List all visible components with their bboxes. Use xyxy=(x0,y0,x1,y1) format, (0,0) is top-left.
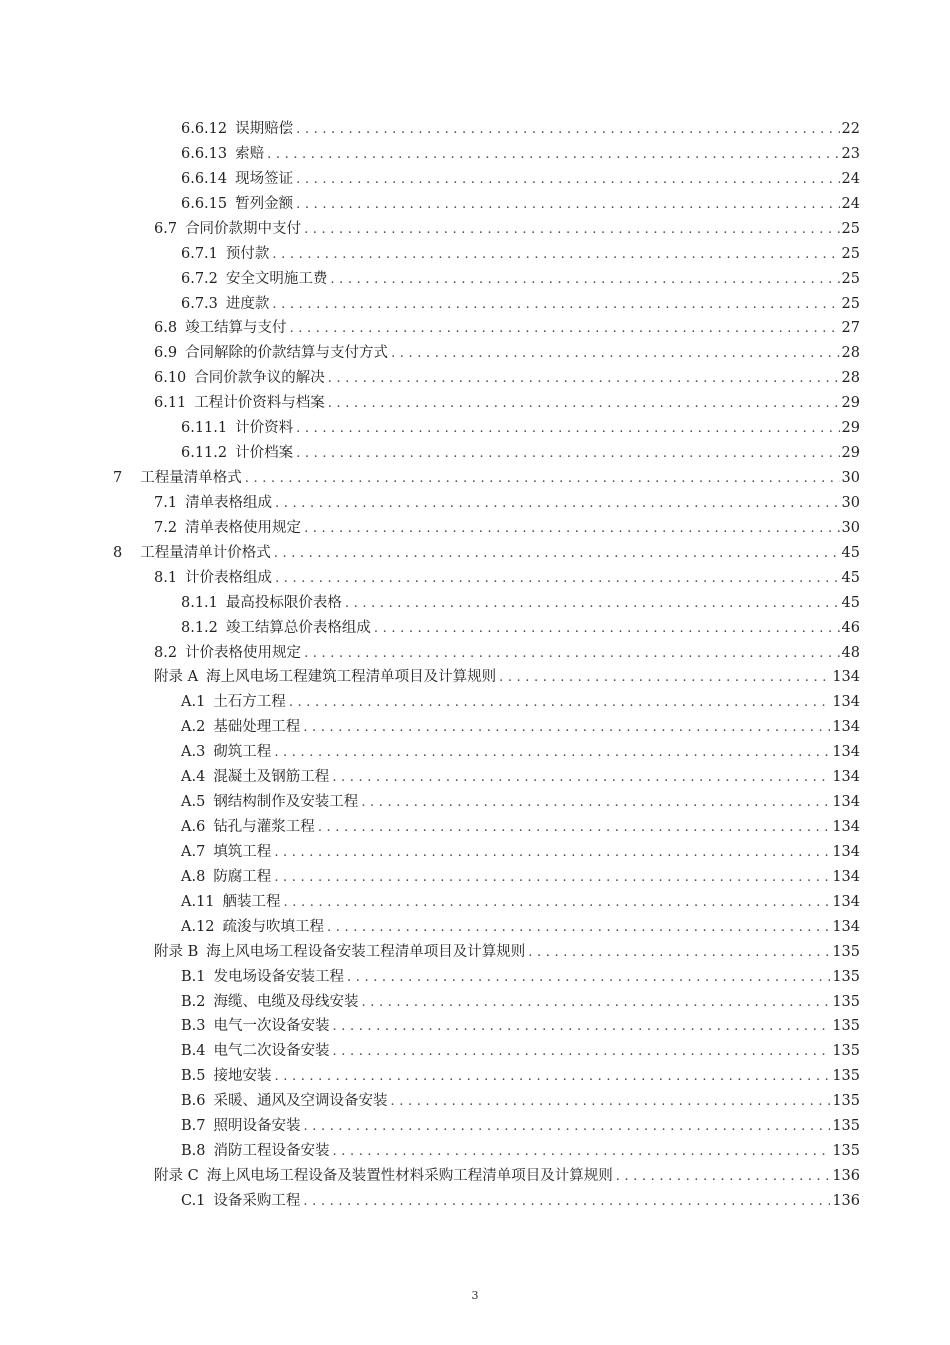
toc-entry-page: 135 xyxy=(832,943,860,960)
toc-entry[interactable] xyxy=(113,466,860,490)
dot-leader xyxy=(272,243,839,267)
toc-entry-page: 135 xyxy=(832,1093,860,1110)
toc-entry-page: 25 xyxy=(841,270,860,287)
dot-leader xyxy=(499,666,830,690)
toc-entry-number: A.8 xyxy=(181,868,206,885)
toc-entry-page: 136 xyxy=(832,1168,860,1185)
toc-entry[interactable] xyxy=(154,665,860,689)
toc-entry-number: 8.2 xyxy=(154,644,178,661)
toc-entry-title: 预付款 xyxy=(225,245,270,262)
dot-leader xyxy=(318,816,831,840)
dot-leader xyxy=(332,766,830,790)
dot-leader xyxy=(374,617,840,641)
toc-entry-number: 8.1 xyxy=(154,569,178,586)
toc-entry[interactable] xyxy=(181,242,860,266)
toc-entry-number: A.1 xyxy=(181,694,206,711)
toc-entry-number: A.6 xyxy=(181,819,206,836)
dot-leader xyxy=(290,317,840,341)
toc-entry-page: 134 xyxy=(832,744,860,761)
toc-entry-number: 8 xyxy=(113,544,123,561)
toc-entry-title: 接地安装 xyxy=(213,1068,272,1085)
toc-entry[interactable] xyxy=(181,1189,860,1213)
toc-entry[interactable] xyxy=(181,690,860,714)
dot-leader xyxy=(304,218,839,242)
toc-entry[interactable] xyxy=(181,441,860,465)
toc-entry[interactable] xyxy=(181,117,860,141)
toc-entry-number: A.12 xyxy=(181,918,215,935)
toc-entry-title: 消防工程设备安装 xyxy=(213,1143,330,1160)
toc-entry-number: A.4 xyxy=(181,769,206,786)
toc-entry-title: 采暖、通风及空调设备安装 xyxy=(213,1093,388,1110)
toc-entry-number: 6.7.2 xyxy=(181,270,218,287)
toc-entry-title: 暂列金额 xyxy=(235,195,294,212)
dot-leader xyxy=(362,991,831,1015)
toc-entry-title: 现场签证 xyxy=(235,170,294,187)
toc-entry[interactable] xyxy=(113,541,860,565)
toc-entry-number: B.5 xyxy=(181,1068,206,1085)
toc-entry[interactable] xyxy=(181,740,860,764)
toc-entry[interactable] xyxy=(181,990,860,1014)
toc-entry[interactable] xyxy=(181,591,860,615)
toc-entry-title: 土石方工程 xyxy=(213,694,286,711)
toc-entry-title: 填筑工程 xyxy=(213,843,272,860)
toc-entry-number: 6.6.15 xyxy=(181,195,228,212)
toc-entry-page: 25 xyxy=(841,295,860,312)
toc-entry-number: 6.11.1 xyxy=(181,420,228,437)
toc-entry-title: 混凝土及钢筋工程 xyxy=(213,769,330,786)
toc-entry-title: 设备采购工程 xyxy=(213,1192,301,1209)
toc-entry[interactable] xyxy=(181,1014,860,1038)
toc-entry-page: 46 xyxy=(841,619,860,636)
dot-leader xyxy=(274,741,830,765)
toc-entry-page: 48 xyxy=(841,644,860,661)
toc-entry-number: 8.1.1 xyxy=(181,594,218,611)
toc-entry-number: 6.7 xyxy=(154,220,178,237)
toc-entry-title: 计价表格使用规定 xyxy=(185,644,302,661)
toc-entry-page: 27 xyxy=(841,320,860,337)
dot-leader xyxy=(304,642,839,666)
dot-leader xyxy=(391,342,839,366)
toc-entry-title: 工程量清单计价格式 xyxy=(140,544,271,561)
toc-entry[interactable] xyxy=(181,815,860,839)
toc-entry-title: 照明设备安装 xyxy=(213,1118,301,1135)
toc-entry-number: A.5 xyxy=(181,794,206,811)
toc-entry-page: 135 xyxy=(832,1118,860,1135)
toc-entry-number: A.2 xyxy=(181,719,206,736)
toc-entry[interactable] xyxy=(154,366,860,390)
toc-entry-page: 134 xyxy=(832,794,860,811)
toc-entry-page: 25 xyxy=(841,220,860,237)
toc-entry[interactable] xyxy=(181,1139,860,1163)
toc-entry[interactable] xyxy=(181,715,860,739)
toc-entry-title: 竣工结算总价表格组成 xyxy=(225,619,371,636)
toc-entry-number: B.4 xyxy=(181,1043,206,1060)
toc-entry-page: 28 xyxy=(841,345,860,362)
toc-entry-title: 发电场设备安装工程 xyxy=(213,968,344,985)
toc-entry-title: 钢结构制作及安装工程 xyxy=(213,794,359,811)
toc-entry-page: 134 xyxy=(832,769,860,786)
toc-entry-page: 24 xyxy=(841,195,860,212)
toc-entry-number: A.11 xyxy=(181,893,215,910)
dot-leader xyxy=(296,168,839,192)
toc-entry-title: 清单表格组成 xyxy=(185,494,273,511)
toc-entry-page: 136 xyxy=(832,1192,860,1209)
toc-entry-page: 134 xyxy=(832,918,860,935)
toc-entry-title: 基础处理工程 xyxy=(213,719,301,736)
toc-entry-title: 进度款 xyxy=(225,295,270,312)
toc-entry-title: 合同价款期中支付 xyxy=(185,220,302,237)
dot-leader xyxy=(275,492,839,516)
toc-entry[interactable] xyxy=(181,765,860,789)
toc-entry-page: 30 xyxy=(841,519,860,536)
toc-entry[interactable] xyxy=(181,616,860,640)
dot-leader xyxy=(296,417,839,441)
toc-entry-number: 7 xyxy=(113,470,123,487)
toc-entry-title: 疏浚与吹填工程 xyxy=(222,918,325,935)
toc-entry-title: 海上风电场工程建筑工程清单项目及计算规则 xyxy=(206,669,497,686)
toc-entry[interactable] xyxy=(181,192,860,216)
dot-leader xyxy=(245,467,840,491)
dot-leader xyxy=(275,567,839,591)
toc-entry-page: 25 xyxy=(841,245,860,262)
dot-leader xyxy=(267,143,839,167)
dot-leader xyxy=(333,1015,831,1039)
toc-entry-number: 附录 C xyxy=(154,1168,199,1185)
toc-entry[interactable] xyxy=(181,292,860,316)
toc-entry-title: 工程量清单格式 xyxy=(140,470,242,487)
toc-entry[interactable] xyxy=(154,940,860,964)
dot-leader xyxy=(274,841,830,865)
toc-entry-number: 附录 B xyxy=(154,943,199,960)
toc-entry[interactable] xyxy=(181,1039,860,1063)
toc-entry-number: 附录 A xyxy=(154,669,199,686)
dot-leader xyxy=(274,542,840,566)
toc-entry-number: C.1 xyxy=(181,1192,206,1209)
toc-entry-page: 135 xyxy=(832,1018,860,1035)
toc-entry-title: 索赔 xyxy=(235,145,265,162)
toc-entry-number: 6.11 xyxy=(154,395,187,412)
toc-entry[interactable] xyxy=(154,341,860,365)
toc-entry-page: 45 xyxy=(841,569,860,586)
toc-entry[interactable] xyxy=(181,890,860,914)
toc-entry[interactable] xyxy=(154,1164,860,1188)
toc-entry-title: 最高投标限价表格 xyxy=(225,594,342,611)
toc-entry-number: B.3 xyxy=(181,1018,206,1035)
toc-entry-title: 计价表格组成 xyxy=(185,569,273,586)
toc-entry-title: 清单表格使用规定 xyxy=(185,519,302,536)
toc-entry-number: B.8 xyxy=(181,1143,206,1160)
toc-entry-title: 工程计价资料与档案 xyxy=(194,395,325,412)
toc-entry-page: 134 xyxy=(832,843,860,860)
page-number: 3 xyxy=(471,1289,479,1302)
dot-leader xyxy=(303,716,830,740)
toc-entry-title: 海上风电场工程设备安装工程清单项目及计算规则 xyxy=(206,943,526,960)
toc-entry-title: 误期赔偿 xyxy=(235,121,294,137)
dot-leader xyxy=(328,392,840,416)
dot-leader xyxy=(296,193,839,217)
dot-leader xyxy=(327,916,830,940)
toc-entry-title: 电气一次设备安装 xyxy=(213,1018,330,1035)
toc-entry-title: 合同价款争议的解决 xyxy=(194,370,325,387)
toc-entry-number: A.7 xyxy=(181,843,206,860)
toc-entry-title: 合同解除的价款结算与支付方式 xyxy=(185,345,389,362)
toc-entry-title: 海上风电场工程设备及装置性材料采购工程清单项目及计算规则 xyxy=(206,1168,613,1185)
toc-entry-number: 6.8 xyxy=(154,320,178,337)
toc-entry-title: 电气二次设备安装 xyxy=(213,1043,330,1060)
toc-entry-title: 砌筑工程 xyxy=(213,744,272,761)
toc-entry-page: 134 xyxy=(832,719,860,736)
dot-leader xyxy=(303,1190,830,1214)
dot-leader xyxy=(347,966,830,990)
toc-entry-number: B.2 xyxy=(181,993,206,1010)
toc-entry-page: 24 xyxy=(841,170,860,187)
toc-entry[interactable] xyxy=(181,865,860,889)
dot-leader xyxy=(296,442,839,466)
toc-entry[interactable] xyxy=(181,267,860,291)
toc-entry[interactable] xyxy=(154,316,860,340)
toc-entry-page: 135 xyxy=(832,1043,860,1060)
toc-entry-number: 6.7.1 xyxy=(181,245,218,262)
dot-leader xyxy=(275,1065,831,1089)
toc-entry-page: 29 xyxy=(841,420,860,437)
toc-entry-title: 计价资料 xyxy=(235,420,294,437)
toc-entry-title: 海缆、电缆及母线安装 xyxy=(213,993,359,1010)
toc-entry-page: 134 xyxy=(832,868,860,885)
toc-entry-page: 23 xyxy=(841,145,860,162)
toc-entry-title: 安全文明施工费 xyxy=(225,270,328,287)
dot-leader xyxy=(274,866,830,890)
toc-entry-title: 计价档案 xyxy=(235,445,294,462)
toc-entry-page: 28 xyxy=(841,370,860,387)
toc-entry[interactable] xyxy=(154,566,860,590)
toc-entry-number: 6.9 xyxy=(154,345,178,362)
toc-entry-page: 134 xyxy=(832,893,860,910)
toc-entry[interactable] xyxy=(154,217,860,241)
toc-entry[interactable] xyxy=(154,516,860,540)
toc-entry-number: 8.1.2 xyxy=(181,619,218,636)
toc-entry-page: 134 xyxy=(832,819,860,836)
toc-entry-number: 6.7.3 xyxy=(181,295,218,312)
toc-entry-number: A.3 xyxy=(181,744,206,761)
toc-entry-page: 135 xyxy=(832,1143,860,1160)
toc-entry[interactable] xyxy=(181,142,860,166)
toc-entry-page: 22 xyxy=(841,121,860,137)
dot-leader xyxy=(528,941,830,965)
toc-entry[interactable] xyxy=(154,641,860,665)
toc-entry[interactable] xyxy=(181,1064,860,1088)
toc-entry-page: 45 xyxy=(841,594,860,611)
toc-entry[interactable] xyxy=(181,915,860,939)
toc-entry-number: 6.6.14 xyxy=(181,170,228,187)
toc-entry-title: 舾装工程 xyxy=(222,893,281,910)
toc-entry-number: B.1 xyxy=(181,968,206,985)
toc-entry-page: 135 xyxy=(832,968,860,985)
toc-entry-page: 135 xyxy=(832,1068,860,1085)
toc-entry-number: 6.10 xyxy=(154,370,187,387)
toc-entry-number: 7.1 xyxy=(154,494,178,511)
toc-entry-page: 30 xyxy=(841,470,860,487)
toc-entry-number: 6.11.2 xyxy=(181,445,228,462)
dot-leader xyxy=(272,293,839,317)
toc-entry[interactable] xyxy=(181,1114,860,1138)
toc-entry[interactable] xyxy=(181,790,860,814)
toc-entry-number: 7.2 xyxy=(154,519,178,536)
toc-entry-number: 6.6.12 xyxy=(181,121,228,137)
toc-entry[interactable] xyxy=(154,491,860,515)
toc-entry[interactable] xyxy=(181,416,860,440)
toc-entry-number: B.7 xyxy=(181,1118,206,1135)
toc-entry[interactable] xyxy=(181,167,860,191)
toc-entry[interactable] xyxy=(154,391,860,415)
toc-entry[interactable] xyxy=(181,1089,860,1113)
toc-entry-page: 134 xyxy=(832,669,860,686)
toc-entry-number: B.6 xyxy=(181,1093,206,1110)
toc-entry-page: 134 xyxy=(832,694,860,711)
dot-leader xyxy=(391,1090,831,1114)
toc-entry-page: 135 xyxy=(832,993,860,1010)
toc-entry-title: 钻孔与灌浆工程 xyxy=(213,819,315,836)
toc-entry-page: 29 xyxy=(841,395,860,412)
dot-leader xyxy=(289,691,831,715)
toc-entry-page: 29 xyxy=(841,445,860,462)
toc-entry-page: 45 xyxy=(841,544,860,561)
toc-entry-title: 竣工结算与支付 xyxy=(185,320,287,337)
toc-entry[interactable] xyxy=(181,965,860,989)
dot-leader xyxy=(284,891,831,915)
dot-leader xyxy=(304,1115,831,1139)
toc-entry-number: 6.6.13 xyxy=(181,145,228,162)
dot-leader xyxy=(328,367,840,391)
dot-leader xyxy=(333,1140,831,1164)
dot-leader xyxy=(304,517,839,541)
toc-entry-title: 防腐工程 xyxy=(213,868,272,885)
dot-leader xyxy=(616,1165,831,1189)
toc-entry-page: 30 xyxy=(841,494,860,511)
dot-leader xyxy=(330,268,839,292)
dot-leader xyxy=(345,592,840,616)
dot-leader xyxy=(361,791,830,815)
toc-entry[interactable] xyxy=(181,840,860,864)
dot-leader xyxy=(296,118,839,142)
dot-leader xyxy=(333,1040,831,1064)
